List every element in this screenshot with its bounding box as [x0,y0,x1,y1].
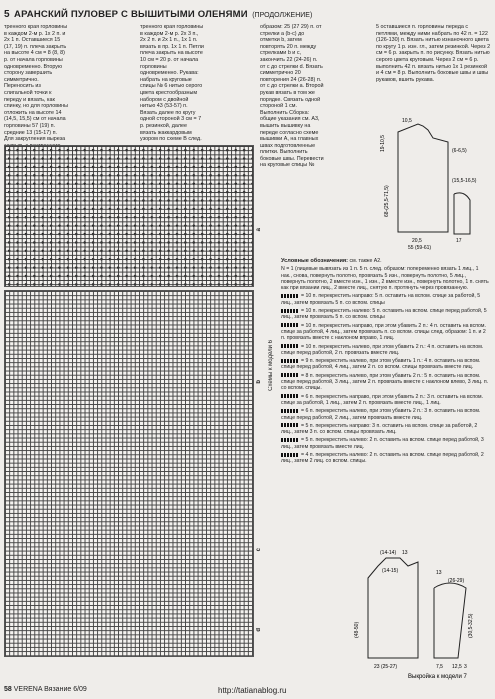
page-header [4,4,491,20]
schem2-dim-3: (14-15) [382,568,399,574]
legend-item: = 10 п. перекрестить налево: 5 п. оставить на вспом. спице перед работой, 5 лиц., затем провязать 5 п. со вспом. спицы [281,308,487,321]
schem1-dim-2: 19-10,5 [380,135,386,152]
blog-watermark: http://tatianablog.ru [218,686,287,695]
pattern-schematic-2 [348,548,488,680]
legend-item: = 10 п. перекрестить налево, при этом убавить 2 п.: 4 п. оставить на вспом. спице перед работой, 2 п. провязать вместе лиц. [281,343,484,356]
schem2-dim-4: 13 [436,570,442,576]
cable-symbol-icon [281,294,299,298]
chart-label-b: b [256,380,262,384]
legend-item: = 5 п. перекрестить направо: 3 п. оставить на вспом. спице за работой, 2 лиц., затем 3 п. со вспом. спицы провязать лиц. [281,422,478,436]
schem2-dim-11: (30,5-32,5) [468,613,474,638]
schem1-dim-8: 17 [456,238,462,244]
text-column-2: тренного края горловины в каждом 2-м р. 2х 3 п., 2х 2 п. и 2х 1 п., 1х 1 п. вязать в пр. 1х 1 п. Петли плеча закрыть на высоте 10 см = 20 р. от начала горловины одновременно. Рукава: набрать на круговые спицы № 6 нитью серого цвета крестообразным набором с двойной нитью 43 (53-57) п. Вязать далее по кругу одной стороной 3 см = 7 р. резинкой, далее вязать жаккардовым узором по схеме В след. [140,24,206,143]
cable-symbol-icon [281,409,299,413]
schem2-dim-2: 13 [402,550,408,556]
legend-title-suffix: см. также А2. [349,258,382,264]
schem1-dim-5: 55 (59-61) [408,245,432,251]
knitting-chart-top [4,145,254,287]
text-column-3: образом: 25 (27 29) п. от стрелки а (b-c) до отметки b, затем повторять 20 п. между стрелками b и c, закончить 22 (24-26) п. от с до стрелки d. Вязать симметрично 20 повторения 24 (26-28) п. от с до стрелки а. Второй рукав вязать в том же порядке. Связать одной стороной 1 см. Выполнить Сборка: общие указания см. А3, вышить вышивку на переде согласно схеме вышивки А, на главных швах подготовленные плитки. Выполнить боковые швы. Перевести на круговые спицы № [260,24,326,169]
legend-item: = 10 п. перекрестить направо, при этом убавить 2 п.: 4 п. оставить на вспом. спице за работой, 4 лиц., затем провязать п. со вспом. спицы след. образом: 1 п. и 2 п. провязать вместе с наклоном вправо, 1 лиц. [281,322,486,342]
legend-item: = 5 п. перекрестить налево: 2 п. оставить на вспом. спице перед работой, 3 лиц., затем провязать вместе лиц. [281,437,484,450]
magazine-name: VERENA Вязание 6/09 [13,686,87,693]
schem1-dim-7: (15,5-16,5) [452,178,477,184]
pattern-schematic-1 [378,112,488,252]
chart-label-a: a [256,228,262,232]
schem1-dim-6: (6-6,5) [452,148,467,154]
legend-item: = 6 п. перекрестить налево, при этом убавить 2 п.: 3 п. оставить на вспом. спице перед работой, 2 лиц., затем провязать вместе лиц. [281,408,481,421]
schem2-dim-5: (26-29) [448,578,465,584]
chart-side-label: Схемы к модели 6 [268,340,274,391]
knitting-chart-main [4,290,254,657]
chart-label-d: d [256,628,262,632]
text-column-1: тренного края горловины в каждом 2-м р. 1х 2 п. и 2х 1 п. Оставшиеся 15 (17, 19) п. плеча закрыть на высоте 4 см = 8 (8, 8) р. от начала горловины одновременно. Вторую сторону завершить симметрично. Переносить из слигальной точки к переду и вязать, как спинку, но для горловины отложить на высоте 14 (14,5, 15,5) см от начала горловины 57 (19) п. средние 13 (15-17) п. Для закругления выреза [4,24,68,143]
section-number: 5 [4,9,10,20]
schem2-caption: Выкройка к модели 7 [408,674,467,680]
article-subtitle: (ПРОДОЛЖЕНИЕ) [252,12,313,19]
schem1-dim-1: 10,5 [402,118,412,124]
chart-label-c: c [256,548,262,552]
schem2-dim-1: (14-14) [380,550,397,556]
schem2-dim-10: (48-50) [354,621,360,638]
cable-symbol-icon [281,394,299,398]
legend-item: = 8 п. перекрестить налево, при этом убавить 2 п.: 5 п. оставить на вспом. спице перед работой, 3 лиц., затем 2 п. провязать вместе с наклоном влево, 3 лиц. п. со вспом. спицы. [281,372,489,392]
cable-symbol-icon [281,453,299,457]
schem1-dim-4: 20,5 [412,238,422,244]
legend-item: = 10 п. перекрестить направо: 5 п. оставить на вспом. спице за работой, 5 лиц., затем провязать 5 п. со вспом. спицы [281,293,481,306]
cable-symbol-icon [281,423,299,427]
schem2-dim-7: 7,5 [436,664,443,670]
footer-left [4,686,87,693]
schem1-dim-3: 68-(25,5-71,5) [384,185,390,217]
cable-symbol-icon [281,359,299,363]
cable-symbol-icon [281,373,299,377]
legend-item: = 4 п. перекрестить налево: 2 п. оставить на вспом. спице перед работой, 2 лиц., затем 2 лиц. со вспом. спицы. [281,452,484,465]
article-title: АРАНСКИЙ ПУЛОВЕР С ВЫШИТЫМИ ОЛЕНЯМИ [14,9,248,20]
schem2-dim-8: 12,5 [452,664,462,670]
cable-symbol-icon [281,323,299,327]
legend-item: = 9 п. перекрестить налево, при этом убавить 1 п.: 4 п. оставить на вспом. спице перед работой, 4 лиц., затем 2 п. со вспом. спицы провязать вместе лиц. [281,358,481,371]
schem2-dim-6: 23 (25-27) [374,664,398,670]
legend [281,258,489,467]
schem2-dim-9: 3 [464,664,467,670]
legend-heading [281,258,489,264]
cable-symbol-icon [281,309,299,313]
cable-symbol-icon [281,344,299,348]
page-number: 58 [4,686,12,693]
legend-item: N = 1 (лицевые вывязать из 1 п. 5 п. след. образом: попеременно вязать 1 лиц., 1 нак., снова, повернуть полотно, провязать 5 изн., повернуть полотно, 5 лиц., повернуть полотно, 2 вместе изн., 1 изн., 2 вместе изн., повернуть полотно, 1 п. снять как при вязании лиц., 2 вместе лиц., снятую п. протянуть через провязанную. [281,266,489,292]
cable-symbol-icon [281,438,299,442]
text-column-4: 5 оставшиеся п. горловины переда с петлями, между ними набрать по 42 п. = 122 (126-130) п. Вязать нитью изнаночного цвета по кругу 1 р. изн. гл., затем резинкой. Через 2 см = 6 р. закрыть п. по рисунку. Вязать нитью серого цвета круговым. Через 2 см = 6 р. выполнить 42 п. вязать нитью 1х 1 резинкой и 4 см = 8 р. Выполнить боковые швы и швы рукавов, вшить рукава. [376,24,492,83]
legend-title: Условные обозначения: [281,258,349,264]
legend-item: = 6 п. перекрестить направо, при этом убавить 2 п.: 3 п. оставить на вспом. спице за работой, 1 лиц., затем 2 п. провязать вместе лиц., 1 лиц. [281,393,484,406]
